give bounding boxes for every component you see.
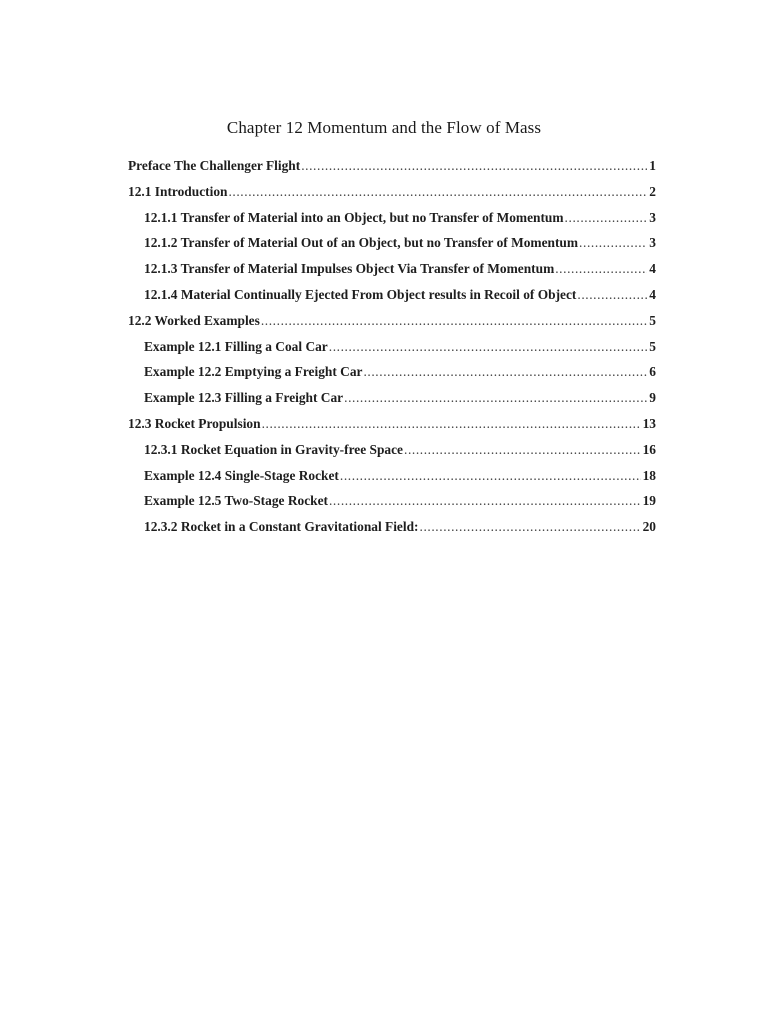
dot-leader xyxy=(262,413,641,435)
toc-entry-12-2[interactable] xyxy=(128,310,656,336)
toc-entry-example-12-5[interactable] xyxy=(128,490,656,516)
toc-entry-page: 2 xyxy=(649,183,656,199)
toc-entry-12-1-2[interactable] xyxy=(128,232,656,258)
dot-leader xyxy=(344,387,647,409)
toc-entry-label: 12.1.4 Material Continually Ejected From Object results in Recoil of Object xyxy=(144,286,577,302)
toc-entry-label: 12.3.2 Rocket in a Constant Gravitational Field: xyxy=(144,519,419,535)
toc-entry-12-1-1[interactable] xyxy=(128,207,656,233)
toc-entry-label: Example 12.5 Two-Stage Rocket xyxy=(144,493,328,509)
toc-entry-12-1-4[interactable] xyxy=(128,284,656,310)
dot-leader xyxy=(340,465,641,487)
toc-entry-12-3[interactable] xyxy=(128,413,656,439)
toc-entry-label: Example 12.3 Filling a Freight Car xyxy=(144,390,344,406)
dot-leader xyxy=(555,258,647,280)
toc-entry-12-3-2[interactable] xyxy=(128,516,656,542)
toc-entry-page: 1 xyxy=(649,158,656,173)
toc-entry-page: 5 xyxy=(649,312,656,328)
toc-entry-label: Example 12.1 Filling a Coal Car xyxy=(144,338,328,354)
toc-entry-preface[interactable] xyxy=(128,155,656,181)
toc-entry-example-12-4[interactable] xyxy=(128,465,656,491)
toc-entry-page: 4 xyxy=(649,261,656,277)
dot-leader xyxy=(577,284,647,306)
toc-entry-label: Example 12.4 Single-Stage Rocket xyxy=(144,467,339,483)
toc-entry-page: 9 xyxy=(649,390,656,406)
toc-entry-page: 16 xyxy=(642,441,656,457)
dot-leader xyxy=(565,207,648,229)
dot-leader xyxy=(420,516,641,538)
dot-leader xyxy=(404,439,641,461)
toc-entry-page: 20 xyxy=(642,519,656,535)
toc-entry-label: 12.1.2 Transfer of Material Out of an Object, but no Transfer of Momentum xyxy=(144,235,579,251)
dot-leader xyxy=(261,310,647,332)
toc-entry-12-3-1[interactable] xyxy=(128,439,656,465)
toc-entry-12-1[interactable] xyxy=(128,181,656,207)
dot-leader xyxy=(329,490,641,512)
toc-entry-label: 12.3.1 Rocket Equation in Gravity-free Space xyxy=(144,441,403,457)
toc-entry-example-12-3[interactable] xyxy=(128,387,656,413)
toc-entry-label: 12.1.3 Transfer of Material Impulses Object Via Transfer of Momentum xyxy=(144,261,555,277)
toc-entry-label: 12.3 Rocket Propulsion xyxy=(128,415,261,431)
toc-entry-page: 3 xyxy=(649,235,656,251)
dot-leader xyxy=(363,361,647,383)
toc-entry-label: Example 12.2 Emptying a Freight Car xyxy=(144,364,363,380)
toc-entry-page: 5 xyxy=(649,338,656,354)
toc-entry-page: 6 xyxy=(649,364,656,380)
dot-leader xyxy=(301,155,647,177)
chapter-title: Chapter 12 Momentum and the Flow of Mass xyxy=(226,118,542,137)
toc-entry-page: 3 xyxy=(649,209,656,225)
toc-entry-example-12-1[interactable] xyxy=(128,336,656,362)
toc-entry-label: 12.1.1 Transfer of Material into an Object, but no Transfer of Momentum xyxy=(144,209,564,225)
toc-entry-page: 13 xyxy=(642,415,656,431)
toc-entry-label: 12.2 Worked Examples xyxy=(128,312,260,328)
dot-leader xyxy=(329,336,648,358)
toc-entry-page: 19 xyxy=(642,493,656,509)
dot-leader xyxy=(228,181,647,203)
toc-entry-label: Preface The Challenger Flight xyxy=(128,158,301,173)
dot-leader xyxy=(579,232,647,254)
toc-entry-page: 4 xyxy=(649,286,656,302)
toc-entry-label: 12.1 Introduction xyxy=(128,183,228,199)
table-of-contents xyxy=(128,155,656,542)
toc-entry-page: 18 xyxy=(642,467,656,483)
toc-entry-12-1-3[interactable] xyxy=(128,258,656,284)
toc-entry-example-12-2[interactable] xyxy=(128,361,656,387)
